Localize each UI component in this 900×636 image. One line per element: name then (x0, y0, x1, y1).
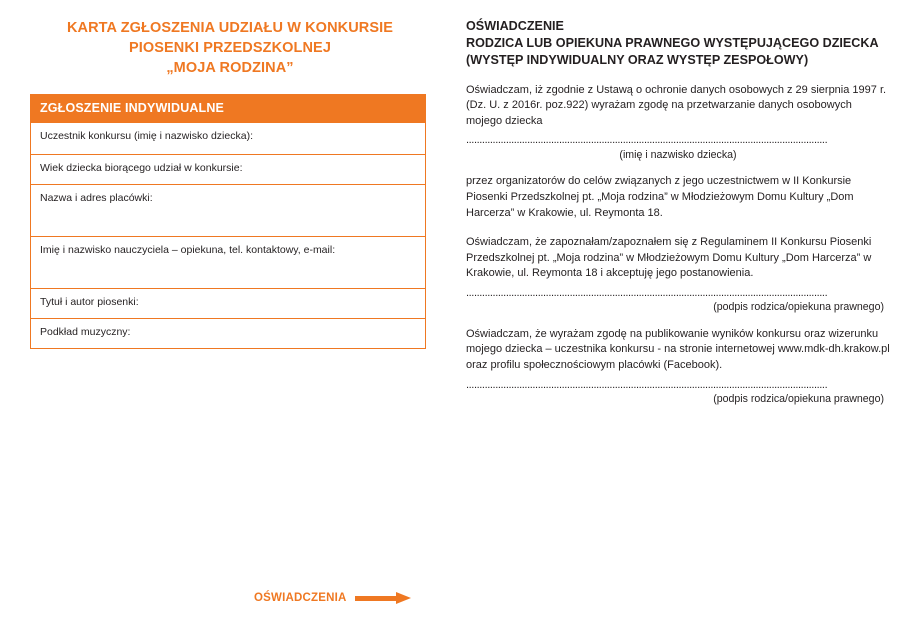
declaration-paragraph-1: Oświadczam, iż zgodnie z Ustawą o ochronie danych osobowych z 29 sierpnia 1997 r. (Dz. U. z 2016r. poz.922) wyrażam zgodę na przetwarzanie danych osobowych mojego dziecka (466, 83, 887, 127)
form-field-label: Tytuł i autor piosenki: (40, 296, 139, 308)
caption-parent-signature-1: (podpis rodzica/opiekuna prawnego) (713, 301, 884, 314)
form-title-line-1: KARTA ZGŁOSZENIA UDZIAŁU W KONKURSIE (66, 20, 394, 36)
form-field-teacher[interactable] (31, 236, 425, 288)
declaration-paragraph-4: Oświadczam, że wyrażam zgodę na publikowanie wyników konkursu oraz wizerunku mojego dziecka – uczestnika konkursu - na stronie internetowej www.mdk-dh.krakow.pl oraz profilu społecznościowym placówki (Facebook). (466, 327, 890, 372)
form-field-song-title[interactable] (31, 288, 425, 318)
form-field-backing-track[interactable] (31, 318, 425, 348)
declaration-paragraph-2: przez organizatorów do celów związanych z jego uczestnictwem w II Konkursie Piosenki Przedszkolnej pt. „Moja rodzina” w Młodzieżowym Domu Kultury „Dom Harcerza” w Krakowie, ul. Reymonta 18. (466, 175, 854, 219)
form-field-label: Wiek dziecka biorącego udział w konkursie: (40, 162, 243, 174)
form-title-line-2: PIOSENKI PRZEDSZKOLNEJ (128, 40, 331, 56)
form-field-institution[interactable] (31, 184, 425, 236)
declaration-title (466, 18, 890, 69)
form-title (30, 18, 430, 78)
entry-form-section (30, 18, 430, 349)
form-title-line-3: „MOJA RODZINA” (166, 60, 294, 76)
caption-parent-signature-2: (podpis rodzica/opiekuna prawnego) (713, 392, 884, 405)
declaration-paragraph-3: Oświadczam, że zapoznałam/zapoznałem się z Regulaminem II Konkursu Piosenki Przedszkolnej pt. „Moja rodzina” w Młodzieżowym Domu Kultury „Dom Harcerza” w Krakowie, ul. Reymonta 18 i akceptuję jego postanowienia. (466, 236, 872, 280)
signature-line-child-name[interactable]: ........................................................................................................................................ (466, 134, 828, 147)
signature-line-parent-1[interactable]: ........................................................................................................................................ (466, 286, 828, 299)
signature-line-parent-2[interactable]: ........................................................................................................................................ (466, 378, 828, 391)
form-section-header: ZGŁOSZENIE INDYWIDUALNE (31, 94, 425, 122)
declaration-section (466, 18, 890, 407)
caption-child-name: (imię i nazwisko dziecka) (619, 148, 737, 161)
footer-note (254, 592, 411, 604)
form-field-label: Imię i nazwisko nauczyciela – opiekuna, tel. kontaktowy, e-mail: (40, 244, 336, 256)
footer-label: OŚWIADCZENIA (254, 592, 347, 604)
declaration-title-line-2: RODZICA LUB OPIEKUNA PRAWNEGO WYSTĘPUJĄCEGO DZIECKA (466, 35, 879, 50)
form-field-label: Nazwa i adres placówki: (40, 192, 153, 204)
declaration-title-line-3: (WYSTĘP INDYWIDUALNY ORAZ WYSTĘP ZESPOŁOWY) (466, 52, 809, 67)
form-field-label: Podkład muzyczny: (40, 326, 131, 338)
form-field-label: Uczestnik konkursu (imię i nazwisko dziecka): (40, 130, 253, 142)
arrow-right-icon (355, 592, 411, 604)
form-field-participant[interactable] (31, 122, 425, 154)
entry-form-table (30, 94, 426, 349)
declaration-title-line-1: OŚWIADCZENIE (466, 19, 564, 33)
form-field-age[interactable] (31, 154, 425, 184)
